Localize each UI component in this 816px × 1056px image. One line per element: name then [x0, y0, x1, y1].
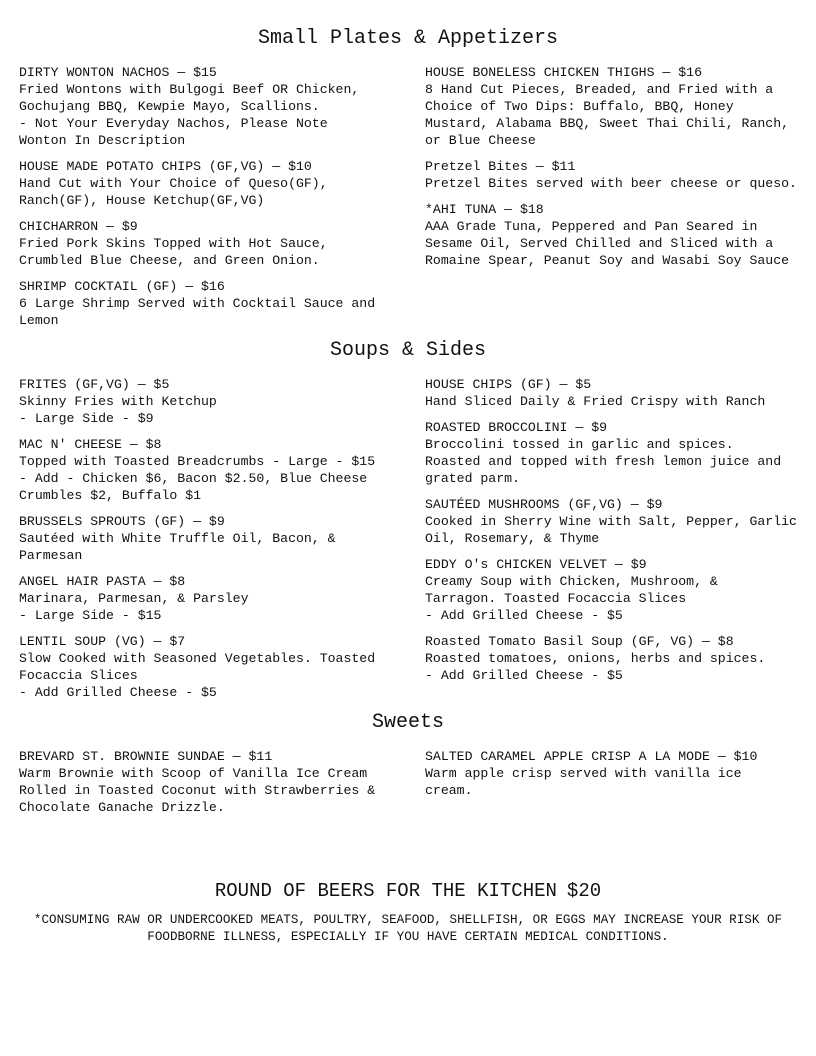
menu-item-description-line: Mustard, Alabama BBQ, Sweet Thai Chili, Ranch,: [425, 116, 790, 131]
menu-item-description-line: Warm apple crisp served with vanilla ice: [425, 766, 742, 781]
menu-item-description-line: Lemon: [19, 313, 59, 328]
menu-item-description-line: Warm Brownie with Scoop of Vanilla Ice Cream: [19, 766, 368, 781]
menu-item-name-price: BRUSSELS SPROUTS (GF) — $9: [19, 514, 225, 529]
menu-item-name-price: SALTED CARAMEL APPLE CRISP A LA MODE — $10: [425, 749, 758, 764]
menu-item-description-line: Marinara, Parmesan, & Parsley: [19, 591, 249, 606]
menu-item-description-line: Fried Pork Skins Topped with Hot Sauce,: [19, 236, 328, 251]
menu-item-description-line: Tarragon. Toasted Focaccia Slices: [425, 591, 687, 606]
food-safety-disclaimer: *CONSUMING RAW OR UNDERCOOKED MEATS, POULTRY, SEAFOOD, SHELLFISH, OR EGGS MAY INCREASE YOUR RISK OF FOODBORNE ILLNESS, ESPECIALLY IF YOU HAVE CERTAIN MEDICAL CONDITIONS.: [33, 913, 783, 944]
menu-item: [19, 218, 404, 269]
menu-item: [19, 278, 404, 329]
menu-item-description-line: Rolled in Toasted Coconut with Strawberries &: [19, 783, 376, 798]
menu-item: [425, 201, 800, 269]
menu-item-description-line: grated parm.: [425, 471, 520, 486]
menu-item-description-line: Slow Cooked with Seasoned Vegetables. Toasted: [19, 651, 376, 666]
menu-item-description-line: Oil, Rosemary, & Thyme: [425, 531, 600, 546]
section-soups-sides-left-column: [19, 376, 404, 710]
menu-item: [19, 436, 404, 504]
menu-item-description-line: - Add - Chicken $6, Bacon $2.50, Blue Cheese: [19, 471, 368, 486]
menu-item-description-line: Wonton In Description: [19, 133, 186, 148]
menu-item-name-price: *AHI TUNA — $18: [425, 202, 544, 217]
menu-item: [19, 748, 404, 816]
menu-item-description-line: Sautéed with White Truffle Oil, Bacon, &: [19, 531, 336, 546]
menu-item-description-line: Crumbles $2, Buffalo $1: [19, 488, 202, 503]
menu-item: [425, 376, 800, 410]
menu-item-name-price: Pretzel Bites — $11: [425, 159, 576, 174]
menu-item-description-line: Ranch(GF), House Ketchup(GF,VG): [19, 193, 265, 208]
section-soups-sides-right-column: [425, 376, 800, 693]
menu-item-description-line: cream.: [425, 783, 473, 798]
menu-item: [19, 376, 404, 427]
menu-item-description-line: 6 Large Shrimp Served with Cocktail Sauce and: [19, 296, 376, 311]
menu-item: [19, 158, 404, 209]
menu-item-description-line: Broccolini tossed in garlic and spices.: [425, 437, 734, 452]
menu-item-name-price: DIRTY WONTON NACHOS — $15: [19, 65, 217, 80]
menu-item-description-line: - Add Grilled Cheese - $5: [425, 608, 623, 623]
menu-item-name-price: MAC N' CHEESE — $8: [19, 437, 162, 452]
menu-item: [19, 633, 404, 701]
section-title-sweets: Sweets: [371, 711, 444, 734]
menu-item-description-line: Parmesan: [19, 548, 83, 563]
menu-item-description-line: Roasted tomatoes, onions, herbs and spices.: [425, 651, 766, 666]
menu-item-name-price: FRITES (GF,VG) — $5: [19, 377, 170, 392]
footer-heading: [0, 880, 816, 902]
section-title-small-plates: Small Plates & Appetizers: [257, 27, 559, 50]
section-small-plates-right-column: [425, 64, 800, 278]
menu-item-name-price: EDDY O's CHICKEN VELVET — $9: [425, 557, 647, 572]
menu-item-name-price: ROASTED BROCCOLINI — $9: [425, 420, 608, 435]
menu-item-name-price: SAUTÉED MUSHROOMS (GF,VG) — $9: [425, 497, 663, 512]
menu-item: [425, 64, 800, 149]
menu-item: [19, 513, 404, 564]
menu-item: [425, 556, 800, 624]
menu-item-description-line: - Large Side - $9: [19, 411, 154, 426]
footer-title: ROUND OF BEERS FOR THE KITCHEN: [214, 880, 557, 902]
menu-item: [425, 748, 800, 799]
footer-price: $20: [566, 880, 602, 902]
menu-item-name-price: HOUSE MADE POTATO CHIPS (GF,VG) — $10: [19, 159, 312, 174]
menu-item-description-line: - Add Grilled Cheese - $5: [425, 668, 623, 683]
section-small-plates-left-column: [19, 64, 404, 338]
menu-item-name-price: BREVARD ST. BROWNIE SUNDAE — $11: [19, 749, 273, 764]
section-sweets-right-column: [425, 748, 800, 808]
menu-item-description-line: Pretzel Bites served with beer cheese or queso.: [425, 176, 797, 191]
menu-item-name-price: HOUSE CHIPS (GF) — $5: [425, 377, 592, 392]
menu-item: [425, 158, 800, 192]
section-sweets-left-column: [19, 748, 404, 825]
menu-item-name-price: HOUSE BONELESS CHICKEN THIGHS — $16: [425, 65, 702, 80]
menu-item: [425, 496, 800, 547]
menu-item-name-price: ANGEL HAIR PASTA — $8: [19, 574, 186, 589]
menu-item-description-line: - Not Your Everyday Nachos, Please Note: [19, 116, 328, 131]
menu-item: [425, 419, 800, 487]
menu-item-description-line: - Add Grilled Cheese - $5: [19, 685, 217, 700]
menu-item-description-line: 8 Hand Cut Pieces, Breaded, and Fried with a: [425, 82, 774, 97]
menu-item-description-line: Focaccia Slices: [19, 668, 138, 683]
menu-item: [19, 573, 404, 624]
menu-item-name-price: CHICHARRON — $9: [19, 219, 138, 234]
menu-item-description-line: - Large Side - $15: [19, 608, 162, 623]
menu-item: [19, 64, 404, 149]
menu-item-description-line: Topped with Toasted Breadcrumbs - Large - $15: [19, 454, 376, 469]
menu-item-description-line: Skinny Fries with Ketchup: [19, 394, 217, 409]
menu-item-name-price: SHRIMP COCKTAIL (GF) — $16: [19, 279, 225, 294]
menu-item-description-line: Cooked in Sherry Wine with Salt, Pepper, Garlic: [425, 514, 797, 529]
menu-item-description-line: Sesame Oil, Served Chilled and Sliced with a: [425, 236, 774, 251]
menu-item-description-line: Gochujang BBQ, Kewpie Mayo, Scallions.: [19, 99, 320, 114]
menu-item-name-price: Roasted Tomato Basil Soup (GF, VG) — $8: [425, 634, 734, 649]
menu-item-description-line: Roasted and topped with fresh lemon juice and: [425, 454, 782, 469]
menu-item-description-line: Romaine Spear, Peanut Soy and Wasabi Soy Sauce: [425, 253, 790, 268]
menu-item-description-line: Fried Wontons with Bulgogi Beef OR Chicken,: [19, 82, 360, 97]
menu-item-description-line: Hand Sliced Daily & Fried Crispy with Ranch: [425, 394, 766, 409]
menu-item-description-line: Creamy Soup with Chicken, Mushroom, &: [425, 574, 718, 589]
menu-item-name-price: LENTIL SOUP (VG) — $7: [19, 634, 186, 649]
section-title-soups-sides: Soups & Sides: [329, 339, 487, 362]
menu-item-description-line: or Blue Cheese: [425, 133, 536, 148]
menu-item: [425, 633, 800, 684]
menu-item-description-line: Chocolate Ganache Drizzle.: [19, 800, 225, 815]
menu-item-description-line: Choice of Two Dips: Buffalo, BBQ, Honey: [425, 99, 734, 114]
menu-item-description-line: Hand Cut with Your Choice of Queso(GF),: [19, 176, 328, 191]
menu-item-description-line: AAA Grade Tuna, Peppered and Pan Seared in: [425, 219, 758, 234]
menu-item-description-line: Crumbled Blue Cheese, and Green Onion.: [19, 253, 320, 268]
